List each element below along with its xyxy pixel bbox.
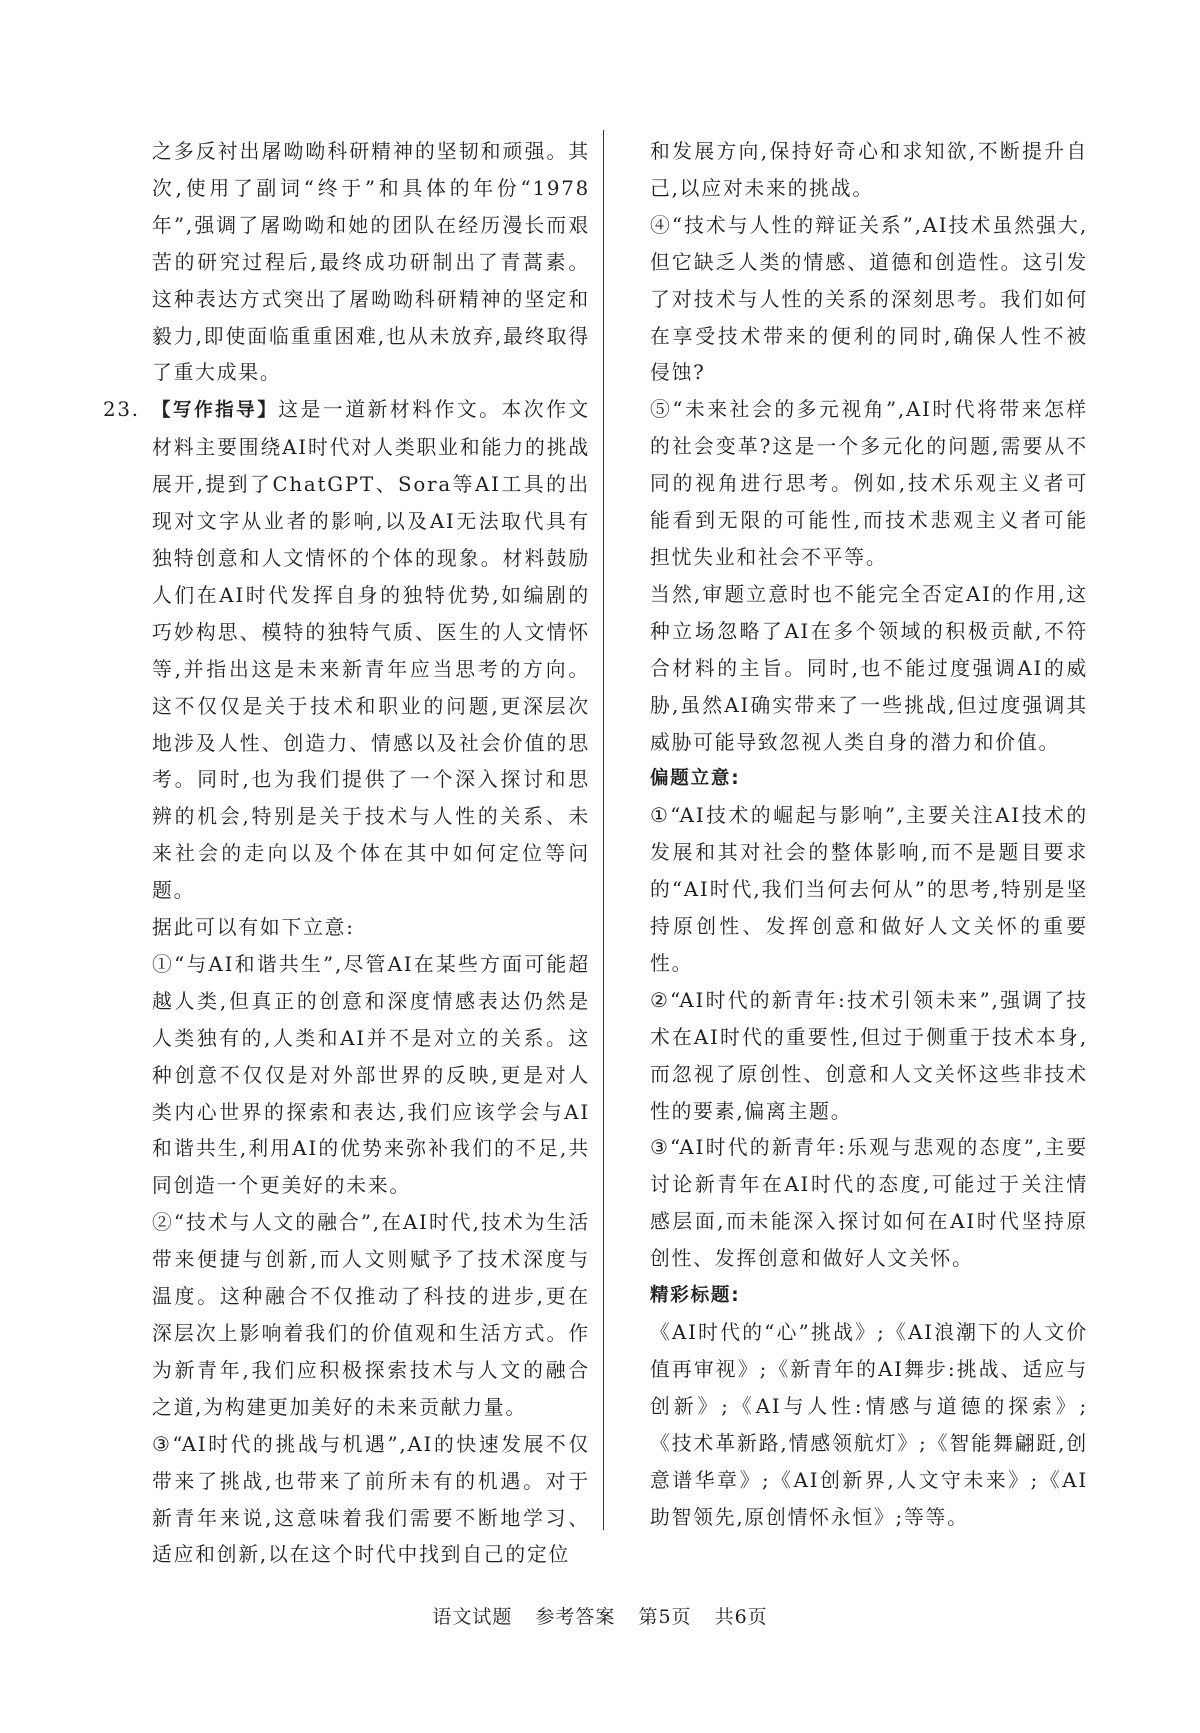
offtopic-heading: 偏题立意:	[650, 768, 741, 790]
theme-point-2: ②“技术与人文的融合”,在AI时代,技术为生活带来便捷与创新,而人文则赋予了技术深度与温度。这种融合不仅推动了科技的进步,更在深层次上影响着我们的价值观和生活方式。作为新青年,我们应积极探索技术与人文的融合之道,为构建更加美好的未来贡献力量。	[152, 1211, 590, 1419]
page-footer	[0, 1602, 1200, 1629]
left-column	[103, 134, 590, 1574]
footer-answer-label: 参考答案	[535, 1606, 616, 1628]
offtopic-point-2: ②“AI时代的新青年:技术引领未来”,强调了技术在AI时代的重要性,但过于侧重于技术本身,而忽视了原创性、创意和人文关怀这些非技术性的要素,偏离主题。	[650, 988, 1088, 1123]
question-number: 23.	[103, 398, 140, 422]
theme-point-3: ③“AI时代的挑战与机遇”,AI的快速发展不仅带来了挑战,也带来了前所未有的机遇。对于新青年来说,这意味着我们需要不断地学习、适应和创新,以在这个时代中找到自己的定位	[152, 1432, 590, 1567]
theme-point-4: ④“技术与人性的辩证关系”,AI技术虽然强大,但它缺乏人类的情感、道德和创造性。这引发了对技术与人性的关系的深刻思考。我们如何在享受技术带来的便利的同时,确保人性不被侵蚀?	[650, 213, 1088, 385]
writing-guide-tag: 【写作指导】	[152, 400, 279, 422]
column-divider	[603, 130, 604, 1530]
question-23	[103, 392, 590, 910]
titles-heading: 精彩标题:	[650, 1285, 741, 1307]
lead-in-line: 据此可以有如下立意:	[152, 916, 355, 940]
essay-analysis-intro: 之多反衬出屠呦呦科研精神的坚韧和顽强。其次,使用了副词“终于”和具体的年份“1978年”,强调了屠呦呦和她的团队在经历漫长而艰苦的研究过程后,最终成功研制出了青蒿素。这种表达方式突出了屠呦呦科研精神的坚定和毅力,即使面临重重困难,也从未放弃,最终取得了重大成果。	[152, 140, 590, 385]
footer-subject: 语文试题	[432, 1606, 513, 1628]
theme-point-3-continued: 和发展方向,保持好奇心和求知欲,不断提升自己,以应对未来的挑战。	[650, 140, 1088, 200]
theme-point-1: ①“与AI和谐共生”,尽管AI在某些方面可能超越人类,但真正的创意和深度情感表达仍然是人类独有的,人类和AI并不是对立的关系。这种创意不仅仅是对外部世界的反映,更是对人类内心世界的探索和表达,我们应该学会与AI和谐共生,利用AI的优势来弥补我们的不足,共同创造一个更美好的未来。	[152, 952, 590, 1198]
offtopic-point-1: ①“AI技术的崛起与影响”,主要关注AI技术的发展和其对社会的整体影响,而不是题目要求的“AI时代,我们当何去何从”的思考,特别是坚持原创性、发挥创意和做好人文关怀的重要性。	[650, 804, 1088, 975]
right-column	[650, 134, 1088, 1536]
caution-paragraph: 当然,审题立意时也不能完全否定AI的作用,这种立场忽略了AI在多个领域的积极贡献,不符合材料的主旨。同时,也不能过度强调AI的威胁,虽然AI确实带来了一些挑战,但过度强调其威胁可能导致忽视人类自身的潜力和价值。	[650, 582, 1088, 754]
sample-titles: 《AI时代的“心”挑战》;《AI浪潮下的人文价值再审视》;《新青年的AI舞步:挑战、适应与创新》;《AI与人性:情感与道德的探索》;《技术革新路,情感领航灯》;《智能舞翩跹,创意谱华章》;《AI创新界,人文守未来》;《AI助智领先,原创情怀永恒》;等等。	[650, 1321, 1088, 1529]
writing-guide-text: 这是一道新材料作文。本次作文材料主要围绕AI时代对人类职业和能力的挑战展开,提到了ChatGPT、Sora等AI工具的出现对文字从业者的影响,以及AI无法取代具有独特创意和人文情怀的个体的现象。材料鼓励人们在AI时代发挥自身的独特优势,如编剧的巧妙构思、模特的独特气质、医生的人文情怀等,并指出这是未来新青年应当思考的方向。这不仅仅是关于技术和职业的问题,更深层次地涉及人性、创造力、情感以及社会价值的思考。同时,也为我们提供了一个深入探讨和思辨的机会,特别是关于技术与人性的关系、未来社会的走向以及个体在其中如何定位等问题。	[152, 398, 590, 903]
footer-page-total: 共6页	[714, 1606, 768, 1628]
theme-point-5: ⑤“未来社会的多元视角”,AI时代将带来怎样的社会变革?这是一个多元化的问题,需要从不同的视角进行思考。例如,技术乐观主义者可能看到无限的可能性,而技术悲观主义者可能担忧失业和社会不平等。	[650, 398, 1088, 569]
footer-page-number: 第5页	[638, 1606, 692, 1628]
offtopic-point-3: ③“AI时代的新青年:乐观与悲观的态度”,主要讨论新青年在AI时代的态度,可能过于关注情感层面,而未能深入探讨如何在AI时代坚持原创性、发挥创意和做好人文关怀。	[650, 1136, 1088, 1271]
